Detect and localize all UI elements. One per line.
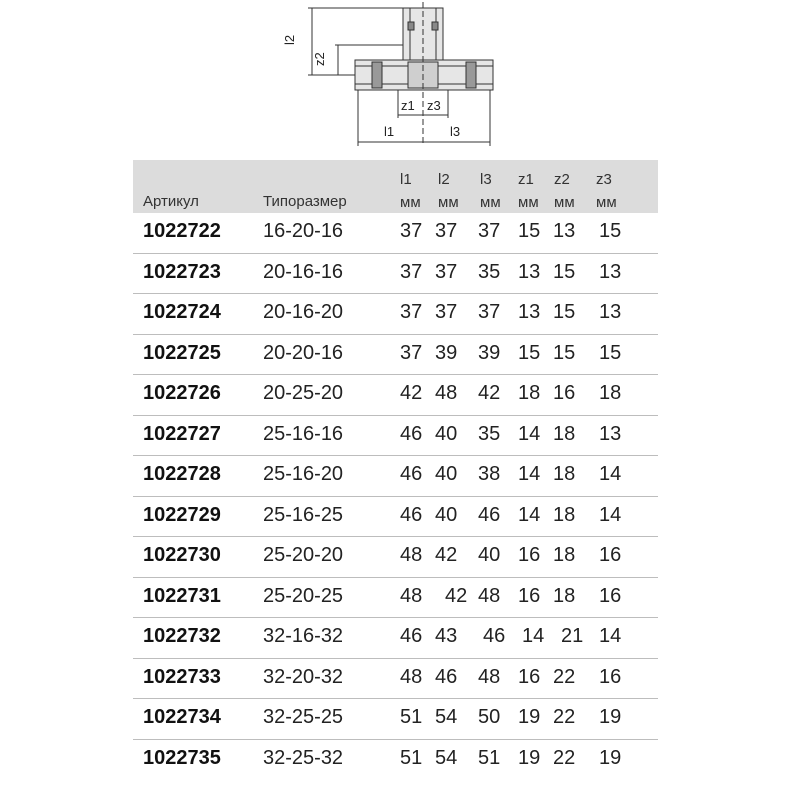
table-row (133, 456, 658, 497)
cell-z1: 16 (518, 665, 541, 688)
cell-z2: 15 (553, 341, 576, 364)
cell-z2: 15 (553, 301, 576, 323)
cell-z1: 19 (518, 746, 541, 769)
cell-l2: 37 (435, 260, 458, 283)
header-l1-unit: мм (400, 194, 421, 211)
spec-table (133, 160, 658, 780)
cell-l1: 37 (400, 341, 423, 364)
cell-l2: 46 (435, 665, 458, 688)
cell-l1: 48 (400, 665, 423, 688)
cell-z1: 13 (518, 260, 541, 283)
header-z3: z3 (596, 171, 612, 188)
cell-z1: 14 (518, 463, 541, 485)
table-row (133, 659, 658, 700)
cell-size: 16-20-16 (263, 220, 344, 242)
cell-z1: 18 (518, 382, 541, 404)
table-row (133, 740, 658, 781)
cell-z1: 15 (518, 341, 541, 364)
cell-size: 25-16-25 (263, 503, 344, 526)
cell-l1: 37 (400, 260, 423, 283)
cell-article: 1022726 (143, 382, 221, 404)
cell-l3: 37 (478, 301, 501, 323)
cell-article: 1022724 (143, 301, 221, 323)
cell-l1: 46 (400, 422, 423, 445)
cell-z1: 13 (518, 301, 541, 323)
cell-l1: 51 (400, 746, 423, 769)
table-row (133, 699, 658, 740)
cell-z3: 13 (599, 260, 622, 283)
cell-z3: 16 (599, 584, 622, 607)
cell-size: 25-20-20 (263, 544, 344, 566)
l2-label: l2 (282, 34, 297, 45)
cell-l2: 42 (445, 584, 468, 607)
cell-l2: 54 (435, 706, 458, 728)
cell-l3: 48 (478, 584, 501, 607)
cell-l2: 37 (435, 301, 458, 323)
l1-label: l1 (384, 124, 395, 139)
header-l2: l2 (438, 171, 450, 188)
table-header (133, 160, 658, 213)
cell-l2: 54 (435, 746, 458, 769)
cell-article: 1022731 (143, 584, 221, 607)
cell-z3: 15 (599, 341, 622, 364)
header-size: Типоразмер (263, 193, 347, 210)
cell-l2: 40 (435, 503, 458, 526)
cell-l3: 35 (478, 260, 501, 283)
cell-size: 25-16-16 (263, 422, 344, 445)
cell-z1: 14 (522, 625, 545, 647)
cell-l3: 48 (478, 665, 501, 688)
header-z2-unit: мм (554, 194, 575, 211)
cell-l1: 51 (400, 706, 423, 728)
cell-article: 1022730 (143, 544, 221, 566)
cell-article: 1022722 (143, 220, 221, 242)
header-z3-unit: мм (596, 194, 617, 211)
cell-size: 32-20-32 (263, 665, 344, 688)
cell-z2: 18 (553, 422, 576, 445)
cell-l1: 37 (400, 301, 423, 323)
cell-l3: 35 (478, 422, 501, 445)
cell-l3: 46 (478, 503, 501, 526)
cell-l3: 50 (478, 706, 501, 728)
header-l3: l3 (480, 171, 492, 188)
table-row (133, 213, 658, 254)
cell-z1: 16 (518, 584, 541, 607)
cell-z3: 14 (599, 625, 622, 647)
header-z1: z1 (518, 171, 534, 188)
cell-article: 1022723 (143, 260, 221, 283)
cell-l3: 40 (478, 544, 501, 566)
cell-size: 25-16-20 (263, 463, 344, 485)
header-article: Артикул (143, 193, 199, 210)
cell-z3: 16 (599, 544, 622, 566)
cell-z2: 13 (553, 220, 576, 242)
cell-size: 20-25-20 (263, 382, 344, 404)
cell-z1: 15 (518, 220, 541, 242)
cell-l2: 43 (435, 625, 458, 647)
table-row (133, 497, 658, 538)
cell-size: 32-25-25 (263, 706, 344, 728)
tee-fitting-diagram (280, 0, 520, 150)
cell-z3: 16 (599, 665, 622, 688)
cell-z3: 14 (599, 503, 622, 526)
cell-l2: 39 (435, 341, 458, 364)
z1-label: z1 (401, 98, 415, 113)
cell-l2: 40 (435, 463, 458, 485)
cell-z3: 14 (599, 463, 622, 485)
cell-size: 32-25-32 (263, 746, 344, 769)
cell-l3: 51 (478, 746, 501, 769)
table-row (133, 537, 658, 578)
cell-article: 1022728 (143, 463, 221, 485)
table-row (133, 618, 658, 659)
cell-l1: 48 (400, 544, 423, 566)
cell-l3: 42 (478, 382, 501, 404)
table-row (133, 416, 658, 457)
cell-size: 20-20-16 (263, 341, 344, 364)
cell-l2: 42 (435, 544, 458, 566)
cell-z3: 19 (599, 706, 622, 728)
cell-size: 25-20-25 (263, 584, 344, 607)
cell-l3: 39 (478, 341, 501, 364)
cell-l2: 37 (435, 220, 458, 242)
cell-l3: 38 (478, 463, 501, 485)
z2-label: z2 (312, 52, 327, 66)
cell-l3: 46 (483, 625, 506, 647)
cell-z1: 14 (518, 503, 541, 526)
cell-l2: 48 (435, 382, 458, 404)
cell-l1: 46 (400, 463, 423, 485)
cell-z2: 15 (553, 260, 576, 283)
cell-z2: 18 (553, 463, 576, 485)
cell-z2: 21 (561, 625, 584, 647)
cell-z3: 19 (599, 746, 622, 769)
table-row (133, 335, 658, 376)
cell-z1: 16 (518, 544, 541, 566)
cell-z2: 22 (553, 746, 576, 769)
l3-label: l3 (450, 124, 461, 139)
cell-z3: 13 (599, 422, 622, 445)
cell-z3: 15 (599, 220, 622, 242)
cell-l3: 37 (478, 220, 501, 242)
cell-l1: 37 (400, 220, 423, 242)
cell-z1: 14 (518, 422, 541, 445)
cell-article: 1022727 (143, 422, 221, 445)
header-l3-unit: мм (480, 194, 501, 211)
table-row (133, 254, 658, 295)
cell-z1: 19 (518, 706, 541, 728)
table-row (133, 375, 658, 416)
cell-l1: 42 (400, 382, 423, 404)
cell-article: 1022729 (143, 503, 221, 526)
cell-z2: 18 (553, 544, 576, 566)
cell-article: 1022733 (143, 665, 221, 688)
cell-size: 20-16-20 (263, 301, 344, 323)
cell-z3: 18 (599, 382, 622, 404)
z3-label: z3 (427, 98, 441, 113)
header-l2-unit: мм (438, 194, 459, 211)
cell-l1: 46 (400, 625, 423, 647)
cell-article: 1022732 (143, 625, 221, 647)
cell-l1: 46 (400, 503, 423, 526)
header-z1-unit: мм (518, 194, 539, 211)
cell-l1: 48 (400, 584, 423, 607)
cell-size: 20-16-16 (263, 260, 344, 283)
cell-z2: 22 (553, 665, 576, 688)
cell-article: 1022735 (143, 746, 221, 769)
header-l1: l1 (400, 171, 412, 188)
cell-z3: 13 (599, 301, 622, 323)
cell-z2: 18 (553, 503, 576, 526)
cell-article: 1022725 (143, 341, 221, 364)
cell-z2: 22 (553, 706, 576, 728)
cell-l2: 40 (435, 422, 458, 445)
cell-size: 32-16-32 (263, 625, 344, 647)
cell-z2: 18 (553, 584, 576, 607)
table-row (133, 294, 658, 335)
header-z2: z2 (554, 171, 570, 188)
cell-article: 1022734 (143, 706, 221, 728)
table-row (133, 578, 658, 619)
cell-z2: 16 (553, 382, 576, 404)
